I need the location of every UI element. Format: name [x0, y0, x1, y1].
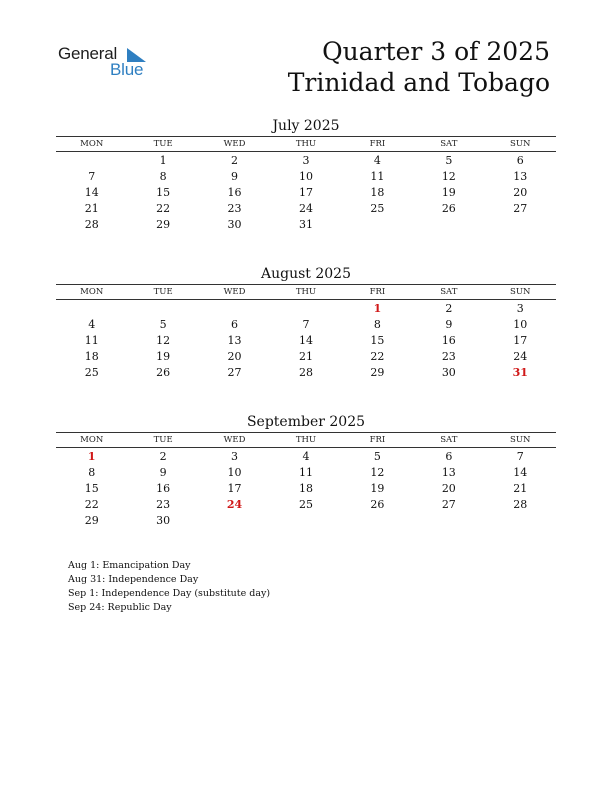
day-cell: 6	[445, 449, 453, 463]
day-cell: 17	[227, 481, 242, 495]
day-cell: 21	[513, 481, 528, 495]
weekday-header: THU	[295, 139, 317, 149]
day-cell: 26	[370, 497, 385, 511]
week-row	[56, 200, 556, 216]
day-cell: 31	[298, 217, 313, 231]
day-cell: 19	[370, 481, 385, 495]
day-cell: 26	[156, 365, 171, 379]
day-cell: 30	[227, 217, 242, 231]
holiday-list	[68, 559, 270, 615]
day-cell: 7	[88, 169, 96, 183]
day-cell: 20	[513, 185, 528, 199]
weekday-header: WED	[223, 287, 246, 297]
weekday-header: SUN	[510, 139, 531, 149]
month-block-august	[56, 264, 556, 380]
day-cell: 23	[156, 497, 171, 511]
weekday-header: THU	[295, 287, 317, 297]
day-cell: 28	[298, 365, 313, 379]
day-cell: 11	[84, 333, 99, 347]
title-country: Trinidad and Tobago	[287, 68, 550, 97]
weekday-header: TUE	[153, 139, 173, 149]
day-cell: 15	[84, 481, 99, 495]
day-cell: 19	[156, 349, 171, 363]
week-row	[56, 464, 556, 480]
month-block-july	[56, 116, 556, 232]
week-row	[56, 152, 556, 168]
day-cell: 23	[441, 349, 456, 363]
weekday-header: MON	[80, 287, 104, 297]
day-cell: 29	[370, 365, 385, 379]
weekday-header: FRI	[369, 435, 386, 445]
holiday-item: Aug 1: Emancipation Day	[68, 560, 191, 571]
page-title	[288, 36, 550, 98]
day-cell: 27	[227, 365, 242, 379]
generalblue-logo	[58, 44, 158, 82]
weekday-header: FRI	[369, 287, 386, 297]
day-cell: 16	[227, 185, 242, 199]
day-cell: 26	[441, 201, 456, 215]
day-cell: 21	[84, 201, 99, 215]
day-cell: 8	[373, 317, 381, 331]
week-row	[56, 316, 556, 332]
day-cell: 25	[370, 201, 385, 215]
weekday-header: TUE	[153, 287, 173, 297]
day-cell: 13	[227, 333, 242, 347]
day-cell: 24	[298, 201, 313, 215]
weekday-header: SUN	[510, 287, 531, 297]
day-cell: 17	[513, 333, 528, 347]
weekday-header: TUE	[153, 435, 173, 445]
weekday-header: MON	[80, 435, 104, 445]
logo-text-general: General	[58, 44, 118, 63]
day-cell: 25	[298, 497, 313, 511]
day-cell: 6	[231, 317, 239, 331]
day-cell: 27	[441, 497, 456, 511]
day-cell: 5	[373, 449, 381, 463]
day-cell: 18	[370, 185, 385, 199]
day-cell: 12	[156, 333, 171, 347]
week-row	[56, 332, 556, 348]
day-cell: 30	[441, 365, 456, 379]
week-row	[56, 348, 556, 364]
day-cell: 10	[227, 465, 242, 479]
month-block-september	[56, 412, 556, 528]
day-cell: 9	[445, 317, 453, 331]
day-cell: 4	[88, 317, 96, 331]
holiday-day-cell: 31	[512, 365, 528, 379]
day-cell: 18	[84, 349, 99, 363]
day-cell: 2	[231, 153, 239, 167]
month-title: July 2025	[272, 118, 340, 134]
weekday-header: WED	[223, 139, 246, 149]
day-cell: 4	[302, 449, 310, 463]
day-cell: 13	[441, 465, 456, 479]
weekday-header: SAT	[440, 435, 458, 445]
day-cell: 24	[513, 349, 528, 363]
weekday-header: THU	[295, 435, 317, 445]
week-row	[56, 496, 556, 512]
day-cell: 13	[513, 169, 528, 183]
holiday-day-cell: 1	[373, 301, 382, 315]
week-row	[56, 448, 556, 464]
day-cell: 14	[513, 465, 528, 479]
weekday-header: SAT	[440, 139, 458, 149]
day-cell: 11	[370, 169, 385, 183]
week-row	[56, 184, 556, 200]
day-cell: 15	[156, 185, 171, 199]
month-title: September 2025	[246, 414, 366, 430]
day-cell: 7	[516, 449, 524, 463]
logo-text-blue: Blue	[110, 60, 144, 79]
month-title: August 2025	[261, 266, 351, 282]
day-cell: 19	[441, 185, 456, 199]
day-cell: 28	[513, 497, 528, 511]
day-cell: 29	[156, 217, 171, 231]
day-cell: 9	[231, 169, 239, 183]
day-cell: 4	[373, 153, 381, 167]
day-cell: 2	[159, 449, 167, 463]
weekday-header: SAT	[440, 287, 458, 297]
day-cell: 11	[298, 465, 313, 479]
day-cell: 8	[88, 465, 96, 479]
day-cell: 16	[441, 333, 456, 347]
day-cell: 16	[156, 481, 171, 495]
holiday-item: Aug 31: Independence Day	[68, 574, 199, 585]
holiday-day-cell: 1	[87, 449, 96, 463]
holiday-item: Sep 1: Independence Day (substitute day)	[68, 588, 271, 599]
day-cell: 12	[370, 465, 385, 479]
day-cell: 3	[302, 153, 310, 167]
day-cell: 6	[516, 153, 524, 167]
weekday-header-row	[56, 432, 556, 448]
day-cell: 10	[513, 317, 528, 331]
day-cell: 18	[298, 481, 313, 495]
day-cell: 27	[513, 201, 528, 215]
weekday-header: MON	[80, 139, 104, 149]
day-cell: 22	[84, 497, 99, 511]
week-row	[56, 216, 556, 232]
day-cell: 5	[445, 153, 453, 167]
title-quarter: Quarter 3 of 2025	[322, 37, 550, 66]
day-cell: 5	[159, 317, 167, 331]
weekday-header: WED	[223, 435, 246, 445]
day-cell: 29	[84, 513, 99, 527]
holiday-day-cell: 24	[226, 497, 243, 511]
day-cell: 8	[159, 169, 167, 183]
day-cell: 10	[298, 169, 313, 183]
weekday-header: SUN	[510, 435, 531, 445]
day-cell: 3	[516, 301, 524, 315]
day-cell: 12	[441, 169, 456, 183]
day-cell: 2	[445, 301, 453, 315]
week-row	[56, 168, 556, 184]
day-cell: 20	[227, 349, 242, 363]
day-cell: 22	[370, 349, 385, 363]
day-cell: 21	[298, 349, 313, 363]
day-cell: 30	[156, 513, 171, 527]
day-cell: 25	[84, 365, 99, 379]
day-cell: 7	[302, 317, 310, 331]
weekday-header: FRI	[369, 139, 386, 149]
day-cell: 20	[441, 481, 456, 495]
day-cell: 3	[231, 449, 239, 463]
day-cell: 9	[159, 465, 167, 479]
day-cell: 22	[156, 201, 171, 215]
week-row	[56, 480, 556, 496]
weekday-header-row	[56, 284, 556, 300]
week-row	[56, 512, 556, 528]
day-cell: 28	[84, 217, 99, 231]
day-cell: 1	[159, 153, 167, 167]
day-cell: 14	[84, 185, 99, 199]
week-row	[56, 300, 556, 316]
weekday-header-row	[56, 136, 556, 152]
week-row	[56, 364, 556, 380]
day-cell: 17	[298, 185, 313, 199]
holiday-item: Sep 24: Republic Day	[68, 602, 172, 613]
day-cell: 15	[370, 333, 385, 347]
day-cell: 14	[298, 333, 313, 347]
day-cell: 23	[227, 201, 242, 215]
